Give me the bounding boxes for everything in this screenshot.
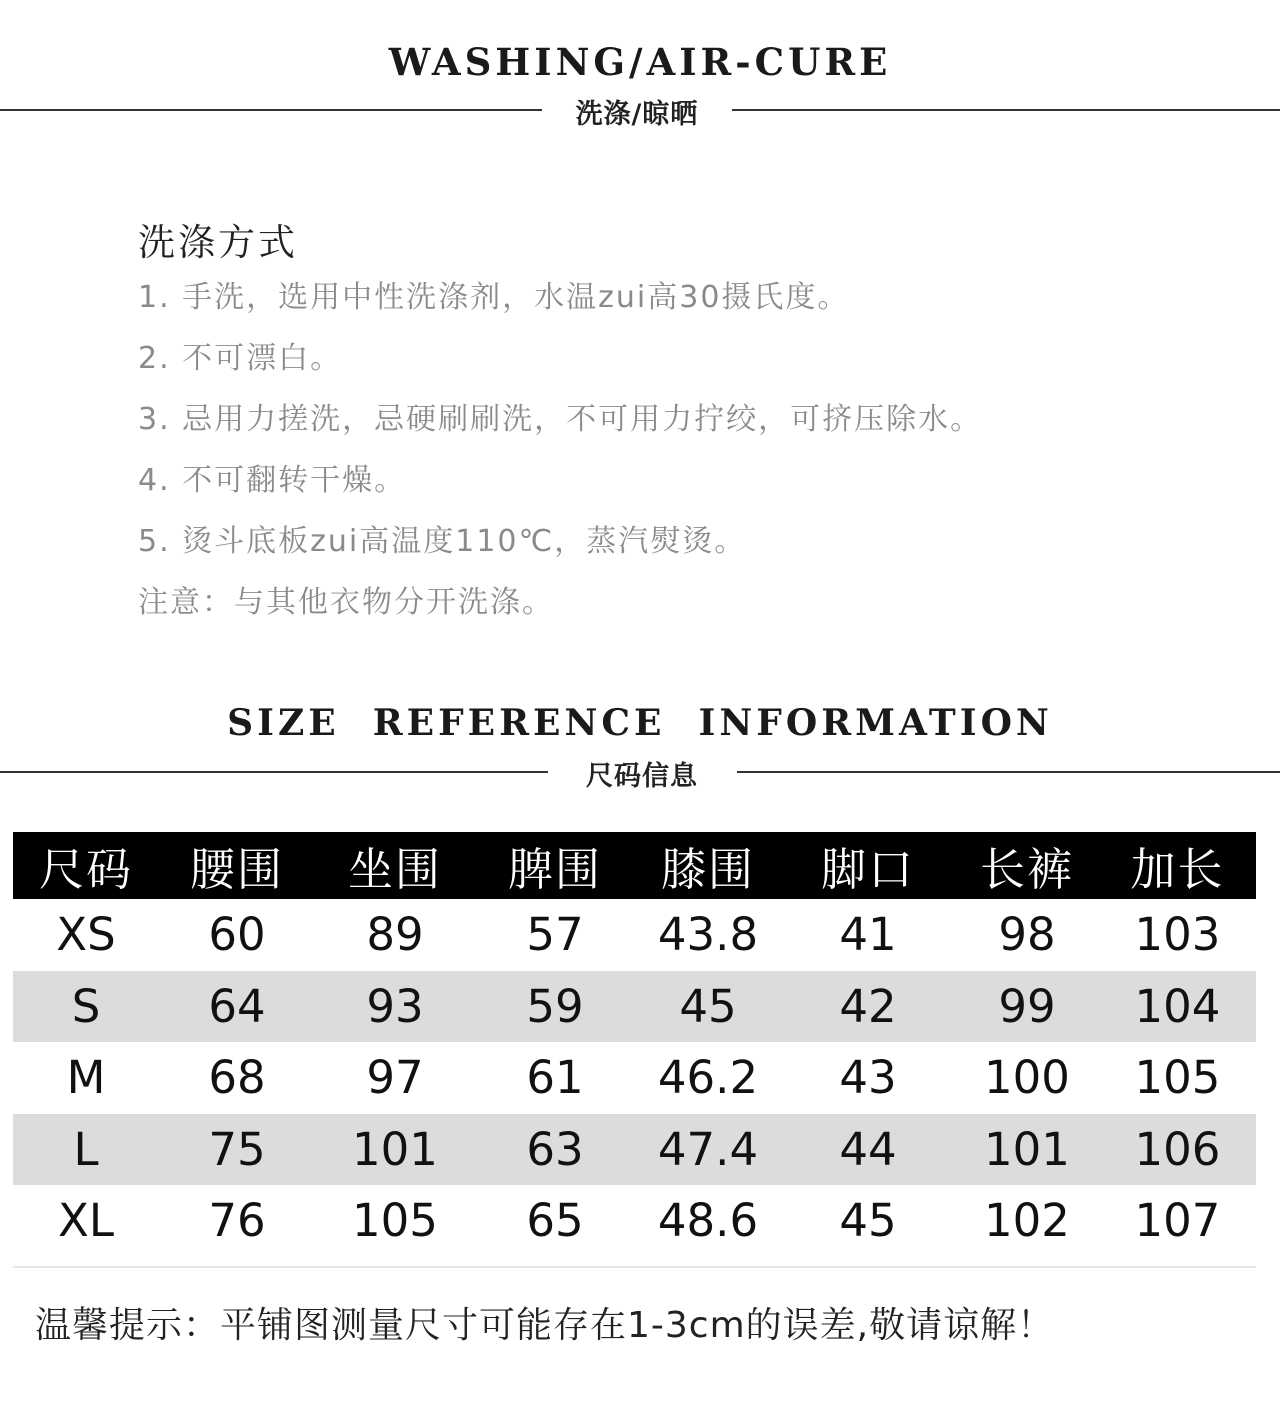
table-row [13, 971, 1256, 1043]
table-cell: 93 [315, 971, 475, 1043]
table-cell: XL [58, 1194, 114, 1248]
table-cell: 45 [839, 1194, 897, 1248]
table-cell: 76 [208, 1194, 266, 1248]
washing-item: 2. 不可漂白。 [138, 341, 343, 376]
table-cell: 107 [1134, 1194, 1221, 1248]
divider-left [0, 771, 548, 773]
table-cell: 43.8 [657, 908, 759, 962]
washing-title-en: WASHING/AIR-CURE [388, 40, 892, 84]
table-cell: 57 [526, 908, 584, 962]
table-cell: 97 [366, 1051, 424, 1105]
table-cell: M [66, 1051, 106, 1105]
table-row [13, 1042, 1256, 1114]
table-cell: 64 [159, 971, 315, 1043]
table-cell: 48.6 [657, 1194, 759, 1248]
table-bottom-divider [13, 1266, 1256, 1268]
washing-instructions [138, 272, 982, 638]
size-table [13, 832, 1256, 1257]
table-cell: 44 [781, 1114, 955, 1186]
header-hip: 坐围 [315, 832, 475, 899]
washing-item: 1. 手洗，选用中性洗涤剂，水温zui高30摄氏度。 [138, 280, 850, 315]
table-cell: 104 [1099, 971, 1256, 1043]
washing-item: 5. 烫斗底板zui高温度110℃，蒸汽熨烫。 [138, 524, 747, 559]
table-cell: L [13, 1114, 159, 1186]
table-cell: 101 [315, 1114, 475, 1186]
table-cell: 43 [839, 1051, 897, 1105]
table-cell: 68 [208, 1051, 266, 1105]
table-cell: 42 [781, 971, 955, 1043]
divider-left [0, 109, 542, 111]
header-long-length: 加长 [1099, 832, 1256, 899]
washing-item: 4. 不可翻转干燥。 [138, 463, 407, 498]
table-row [13, 1185, 1256, 1257]
table-header-row [13, 832, 1256, 899]
divider-right [732, 109, 1280, 111]
header-knee: 膝围 [635, 832, 781, 899]
table-cell: 98 [998, 908, 1056, 962]
table-cell: 106 [1099, 1114, 1256, 1186]
table-cell: 61 [526, 1051, 584, 1105]
measurement-note: 温馨提示：平铺图测量尺寸可能存在1-3cm的误差,敬请谅解！ [35, 1305, 1055, 1346]
table-cell: 102 [984, 1194, 1070, 1248]
table-cell: 47.4 [635, 1114, 781, 1186]
table-row [13, 1114, 1256, 1186]
table-cell: 60 [208, 908, 266, 962]
size-title-cn: 尺码信息 [586, 761, 698, 792]
washing-item: 3. 忌用力搓洗，忌硬刷刷洗，不可用力拧绞，可挤压除水。 [138, 402, 983, 437]
table-cell: 105 [1134, 1051, 1221, 1105]
table-cell: 100 [984, 1051, 1070, 1105]
washing-heading: 洗涤方式 [138, 221, 298, 264]
table-cell: 105 [352, 1194, 438, 1248]
header-size: 尺码 [13, 832, 159, 899]
divider-right [737, 771, 1280, 773]
table-cell: 103 [1134, 908, 1221, 962]
size-title-en: SIZE REFERENCE INFORMATION [227, 702, 1053, 744]
header-waist: 腰围 [159, 832, 315, 899]
header-thigh: 脾围 [475, 832, 635, 899]
table-cell: S [13, 971, 159, 1043]
washing-title-cn: 洗涤/晾晒 [575, 99, 699, 130]
table-cell: 89 [366, 908, 424, 962]
washing-note: 注意：与其他衣物分开洗涤。 [138, 585, 554, 620]
table-cell: 45 [635, 971, 781, 1043]
table-cell: 101 [955, 1114, 1099, 1186]
table-cell: 46.2 [657, 1051, 759, 1105]
table-cell: 99 [955, 971, 1099, 1043]
table-cell: 63 [475, 1114, 635, 1186]
table-cell: 65 [526, 1194, 584, 1248]
table-row [13, 899, 1256, 971]
header-length: 长裤 [955, 832, 1099, 899]
table-cell: 75 [159, 1114, 315, 1186]
table-cell: XS [56, 908, 116, 962]
table-cell: 59 [475, 971, 635, 1043]
table-cell: 41 [839, 908, 897, 962]
header-hem: 脚口 [781, 832, 955, 899]
